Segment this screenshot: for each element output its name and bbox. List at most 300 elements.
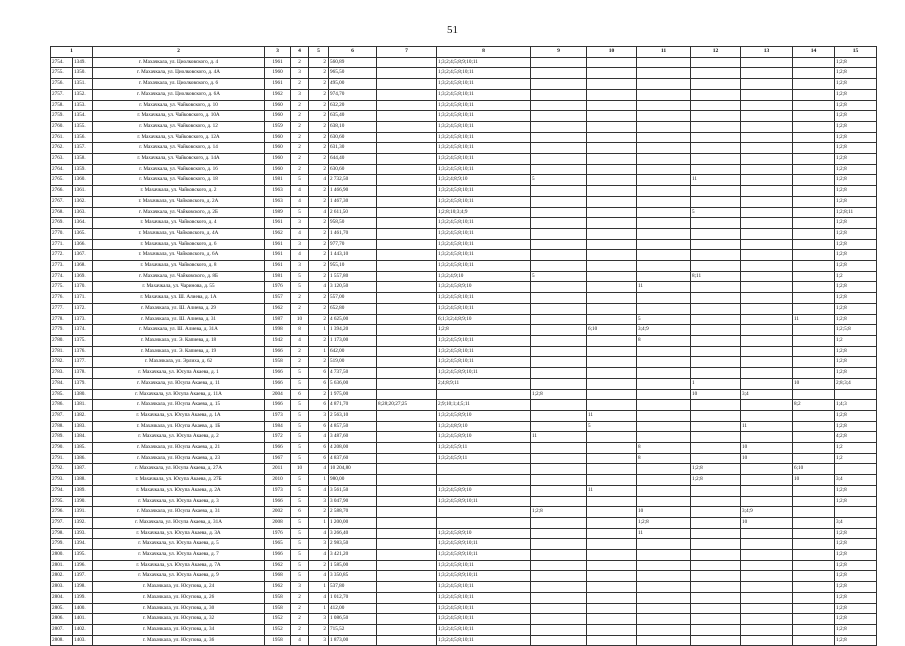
table-cell: г. Махачкала, ул. Ш. Алиева, д. 29 — [93, 303, 265, 314]
table-cell: 1;2;8 — [835, 218, 877, 229]
table-cell — [691, 261, 741, 272]
table-cell — [587, 464, 637, 475]
table-cell — [793, 368, 835, 379]
table-cell: 1365. — [73, 228, 93, 239]
table-cell — [691, 410, 741, 421]
table-row — [51, 293, 877, 304]
column-header-7: 7 — [377, 47, 437, 58]
table-cell: 1961 — [265, 250, 291, 261]
table-cell: 1370. — [73, 282, 93, 293]
table-cell: 5 — [291, 539, 309, 550]
table-cell: 1;3;2;4;5;8;10;11 — [437, 132, 531, 143]
table-row — [51, 121, 877, 132]
table-cell: 1;2;8 — [835, 357, 877, 368]
table-cell — [587, 261, 637, 272]
table-cell: 8 — [637, 335, 691, 346]
table-cell — [587, 68, 637, 79]
table-cell — [637, 143, 691, 154]
table-cell: 1 443,10 — [329, 250, 377, 261]
table-cell — [437, 507, 531, 518]
table-row — [51, 89, 877, 100]
table-cell: 2 — [309, 389, 329, 400]
table-cell: 1;2;8 — [835, 528, 877, 539]
table-cell: г. Махачкала, ул. Юсупа Акаева, д. 11А — [93, 389, 265, 400]
table-cell: 1;3;2;4;5;8;9;10;11 — [437, 539, 531, 550]
table-cell — [691, 453, 741, 464]
table-cell: 1;2;8 — [835, 346, 877, 357]
table-cell: 2771. — [51, 239, 73, 250]
table-cell: 1;3;2;4;5;8;10;11 — [437, 143, 531, 154]
table-cell: 1 — [309, 517, 329, 528]
table-cell: 4 625,00 — [329, 314, 377, 325]
table-cell: 1403. — [73, 635, 93, 646]
table-cell: 11 — [793, 314, 835, 325]
table-cell — [741, 400, 793, 411]
table-cell: 1;2 — [835, 335, 877, 346]
table-cell: 1;3;2;4;5;8;10;11 — [437, 121, 531, 132]
table-cell: 1;2;5;8 — [835, 325, 877, 336]
table-cell: 1;3;2;4;5;9;10;11 — [437, 335, 531, 346]
table-cell — [531, 475, 587, 486]
table-cell — [587, 89, 637, 100]
table-cell — [793, 603, 835, 614]
table-cell — [741, 560, 793, 571]
table-cell: 5 — [291, 560, 309, 571]
table-cell: 2 — [309, 89, 329, 100]
table-cell: 1393. — [73, 528, 93, 539]
table-cell: 1357. — [73, 143, 93, 154]
table-cell: 1;2;8 — [835, 368, 877, 379]
table-row — [51, 335, 877, 346]
table-cell — [377, 378, 437, 389]
table-cell — [531, 196, 587, 207]
table-cell: 1 975,00 — [329, 389, 377, 400]
table-cell: 10 — [741, 517, 793, 528]
table-cell — [691, 539, 741, 550]
table-cell: г. Махачкала, ул. Юсупа Акаева, д. 7А — [93, 560, 265, 571]
table-cell — [793, 303, 835, 314]
table-cell: 2 — [309, 507, 329, 518]
table-cell — [377, 410, 437, 421]
table-cell — [793, 175, 835, 186]
table-cell: 1960 — [265, 164, 291, 175]
table-cell: 1998 — [265, 325, 291, 336]
table-cell: г. Махачкала, ул. Юсупа Акаева, д. 7 — [93, 550, 265, 561]
column-header-8: 8 — [437, 47, 531, 58]
table-cell: 5 — [291, 550, 309, 561]
table-cell: 1359. — [73, 164, 93, 175]
table-row — [51, 624, 877, 635]
table-cell — [793, 485, 835, 496]
table-cell — [377, 271, 437, 282]
table-cell — [691, 432, 741, 443]
table-cell: 2 563,10 — [329, 410, 377, 421]
table-cell: 1;2;8 — [835, 89, 877, 100]
table-cell: 1;2;8 — [835, 560, 877, 571]
table-cell: 1367. — [73, 250, 93, 261]
table-cell: 495,00 — [329, 79, 377, 90]
table-row — [51, 186, 877, 197]
column-header-10: 10 — [587, 47, 637, 58]
table-cell: 11 — [587, 410, 637, 421]
table-cell — [531, 293, 587, 304]
table-cell — [377, 89, 437, 100]
table-cell: 2782. — [51, 357, 73, 368]
table-cell: 2 — [291, 111, 309, 122]
table-cell: г. Махачкала, ул. Юсупа Акаева, д. 31А — [93, 517, 265, 528]
table-cell: 4 — [291, 196, 309, 207]
table-cell — [377, 314, 437, 325]
table-cell: 10 — [741, 443, 793, 454]
table-cell — [741, 228, 793, 239]
table-cell: 1395. — [73, 550, 93, 561]
table-cell: 2775. — [51, 282, 73, 293]
table-cell: 965,50 — [329, 68, 377, 79]
table-cell — [691, 528, 741, 539]
table-cell — [587, 57, 637, 68]
table-cell — [531, 143, 587, 154]
table-cell — [637, 175, 691, 186]
table-row — [51, 517, 877, 528]
table-cell: 2776. — [51, 293, 73, 304]
table-row — [51, 389, 877, 400]
table-cell: г. Махачкала, ул. Юсупа Акаева, д. 9 — [93, 571, 265, 582]
table-cell: 2799. — [51, 539, 73, 550]
table-row — [51, 175, 877, 186]
table-row — [51, 485, 877, 496]
table-row — [51, 196, 877, 207]
table-cell: 10 — [793, 378, 835, 389]
table-cell: 1401. — [73, 614, 93, 625]
table-cell: 1;2;8 — [691, 464, 741, 475]
table-cell: 1;3;2;4;5;8;10;11 — [437, 582, 531, 593]
table-cell: г. Махачкала, ул. Юсупа Акаева, д. 27Б — [93, 475, 265, 486]
table-cell: 1;2;8 — [835, 68, 877, 79]
table-cell — [691, 143, 741, 154]
table-cell: 2808. — [51, 635, 73, 646]
table-cell — [377, 346, 437, 357]
table-cell: г. Махачкала, ул. Э. Капиева, д. 18 — [93, 335, 265, 346]
table-cell — [691, 100, 741, 111]
table-cell: 1 557,80 — [329, 271, 377, 282]
table-cell: 1960 — [265, 100, 291, 111]
table-cell: 1952 — [265, 624, 291, 635]
table-cell: 5 — [291, 528, 309, 539]
table-cell: 1 — [309, 475, 329, 486]
table-cell — [793, 293, 835, 304]
table-cell — [741, 335, 793, 346]
table-cell: г. Махачкала, ул. Чайковского, д. 8 — [93, 261, 265, 272]
table-cell — [793, 89, 835, 100]
table-cell: 635,40 — [329, 111, 377, 122]
table-cell — [377, 528, 437, 539]
table-cell — [691, 592, 741, 603]
table-cell: 1;2;8 — [835, 603, 877, 614]
table-cell: 1;3;2;4;5;9;11 — [437, 453, 531, 464]
table-cell — [637, 303, 691, 314]
table-cell — [531, 453, 587, 464]
table-cell: 1;2;8 — [835, 410, 877, 421]
table-cell: 2796. — [51, 507, 73, 518]
table-cell: 11 — [531, 432, 587, 443]
table-cell — [835, 464, 877, 475]
table-cell: 1371. — [73, 293, 93, 304]
table-cell — [437, 389, 531, 400]
table-cell: 2785. — [51, 389, 73, 400]
table-cell: 1386. — [73, 453, 93, 464]
table-cell: г. Махачкала, ул. Циолковского, д. 6А — [93, 89, 265, 100]
table-cell: 2 732,50 — [329, 175, 377, 186]
table-cell: 1382. — [73, 410, 93, 421]
table-cell — [531, 132, 587, 143]
table-row — [51, 68, 877, 79]
table-cell: 1;3;2;4;5;8;9;10;11 — [437, 571, 531, 582]
table-cell: 2 983,50 — [329, 539, 377, 550]
table-cell: 1962 — [265, 560, 291, 571]
table-cell — [531, 164, 587, 175]
table-cell — [587, 571, 637, 582]
table-cell — [741, 282, 793, 293]
table-cell — [587, 79, 637, 90]
table-cell — [741, 432, 793, 443]
table-cell: 1;3;2;4;5;8;10;11 — [437, 624, 531, 635]
table-cell: 2 — [309, 335, 329, 346]
table-cell: 2767. — [51, 196, 73, 207]
table-row — [51, 421, 877, 432]
table-cell — [741, 539, 793, 550]
table-cell — [793, 582, 835, 593]
table-cell: 2781. — [51, 346, 73, 357]
table-cell — [587, 282, 637, 293]
table-cell: 5 — [691, 207, 741, 218]
table-cell: 2 — [309, 293, 329, 304]
table-cell — [531, 111, 587, 122]
table-cell: 1378. — [73, 368, 93, 379]
table-cell: 1989 — [265, 207, 291, 218]
table-cell: 1976 — [265, 282, 291, 293]
table-cell: 1 — [309, 603, 329, 614]
table-cell — [793, 443, 835, 454]
table-cell — [377, 250, 437, 261]
table-cell: 2758. — [51, 100, 73, 111]
table-cell: 2795. — [51, 496, 73, 507]
table-cell — [531, 357, 587, 368]
table-cell: 5 — [291, 368, 309, 379]
table-cell: 1;3;2;4;5;8;10;11 — [437, 164, 531, 175]
table-cell: 1966 — [265, 346, 291, 357]
table-cell: г. Махачкала, ул. Юсупа Акаева, д. 2А — [93, 485, 265, 496]
table-cell — [637, 635, 691, 646]
table-cell — [531, 100, 587, 111]
table-cell: 1 012,70 — [329, 592, 377, 603]
table-cell: 2802. — [51, 571, 73, 582]
table-cell: 1;2;8 — [835, 421, 877, 432]
table-cell: 8 — [637, 443, 691, 454]
table-cell: 3 — [291, 582, 309, 593]
table-cell: г. Махачкала, ул. Чаринова, д. 55 — [93, 282, 265, 293]
table-row — [51, 443, 877, 454]
table-cell: 1;2;8 — [835, 293, 877, 304]
table-cell: 1;2;8 — [835, 154, 877, 165]
table-cell: 5 — [291, 400, 309, 411]
table-cell — [377, 560, 437, 571]
table-cell: 2 — [309, 250, 329, 261]
table-row — [51, 453, 877, 464]
table-cell — [741, 368, 793, 379]
table-cell — [691, 603, 741, 614]
table-cell: 2 — [309, 228, 329, 239]
table-cell: 2 — [309, 314, 329, 325]
table-cell: 2797. — [51, 517, 73, 528]
table-cell: 1391. — [73, 507, 93, 518]
table-cell — [531, 57, 587, 68]
table-cell — [691, 196, 741, 207]
table-cell — [377, 111, 437, 122]
table-cell: 1375. — [73, 335, 93, 346]
table-cell — [377, 539, 437, 550]
table-cell — [637, 485, 691, 496]
table-cell: 2 — [309, 57, 329, 68]
table-cell — [741, 571, 793, 582]
table-cell: 5 — [291, 571, 309, 582]
table-cell — [377, 293, 437, 304]
table-row — [51, 475, 877, 486]
table-cell: 1396. — [73, 560, 93, 571]
table-cell: 3 — [291, 89, 309, 100]
table-cell — [637, 154, 691, 165]
table-cell — [691, 346, 741, 357]
table-cell: 11 — [741, 421, 793, 432]
table-cell — [587, 271, 637, 282]
table-cell — [637, 378, 691, 389]
table-row — [51, 218, 877, 229]
table-cell — [637, 228, 691, 239]
table-cell — [691, 400, 741, 411]
table-cell: 2805. — [51, 603, 73, 614]
table-cell: 1;3;2;4;5;8;9;10 — [437, 282, 531, 293]
table-cell: 1;4;3 — [835, 400, 877, 411]
table-cell — [741, 357, 793, 368]
table-cell: г. Махачкала, ул. Юсупова, д. 30 — [93, 603, 265, 614]
table-cell: 2;4;8;9;11 — [437, 378, 531, 389]
table-cell — [531, 464, 587, 475]
table-cell — [377, 154, 437, 165]
table-cell: 2784. — [51, 378, 73, 389]
table-cell: 2 — [309, 154, 329, 165]
table-cell: 1966 — [265, 496, 291, 507]
table-cell — [637, 196, 691, 207]
table-cell — [741, 132, 793, 143]
table-cell — [377, 389, 437, 400]
table-cell: 4;2;8 — [835, 432, 877, 443]
table-cell: 4 — [291, 228, 309, 239]
table-cell: 5 — [291, 378, 309, 389]
table-cell: г. Махачкала, ул. Чайковского, д. 12 — [93, 121, 265, 132]
table-cell — [793, 550, 835, 561]
table-cell — [793, 100, 835, 111]
table-cell: 2794. — [51, 485, 73, 496]
table-cell: 1;3;2;4;5;8;10;11 — [437, 592, 531, 603]
table-cell: 1;2;8 — [835, 582, 877, 593]
table-cell: 4 — [309, 592, 329, 603]
table-cell — [691, 111, 741, 122]
table-cell: г. Махачкала, ул. Чайковского, д. 6 — [93, 239, 265, 250]
table-cell: 1349. — [73, 57, 93, 68]
table-cell — [377, 175, 437, 186]
table-cell: 5 — [291, 517, 309, 528]
table-cell — [377, 496, 437, 507]
table-cell: 4 — [309, 282, 329, 293]
table-cell — [531, 560, 587, 571]
table-cell — [377, 325, 437, 336]
table-cell — [793, 624, 835, 635]
table-cell: 955,10 — [329, 261, 377, 272]
table-cell — [741, 175, 793, 186]
table-cell — [741, 154, 793, 165]
table-cell: 2800. — [51, 550, 73, 561]
table-cell — [587, 624, 637, 635]
table-cell: 2793. — [51, 475, 73, 486]
table-cell: 1976 — [265, 528, 291, 539]
table-cell: г. Махачкала, ул. Чайковского, д. 2А — [93, 196, 265, 207]
table-cell — [793, 186, 835, 197]
table-cell: г. Махачкала, ул. Чайковского, д. 6А — [93, 250, 265, 261]
table-cell — [437, 517, 531, 528]
table-cell: 958,50 — [329, 218, 377, 229]
table-cell: 1972 — [265, 432, 291, 443]
table-cell: 1;3;2;4;8;9;10 — [437, 421, 531, 432]
table-cell: 1 466,90 — [329, 186, 377, 197]
table-cell: 1;3;2;4;5;8;9;10 — [437, 432, 531, 443]
table-row — [51, 239, 877, 250]
table-cell: 1966 — [265, 443, 291, 454]
table-cell: г. Махачкала, ул. Юсупова, д. 24 — [93, 582, 265, 593]
table-cell — [531, 314, 587, 325]
table-cell: 632,20 — [329, 100, 377, 111]
table-cell: 2754. — [51, 57, 73, 68]
table-row — [51, 410, 877, 421]
table-row — [51, 539, 877, 550]
table-row — [51, 592, 877, 603]
table-cell — [531, 582, 587, 593]
table-cell — [637, 560, 691, 571]
table-cell: 1;2 — [835, 271, 877, 282]
table-cell — [587, 228, 637, 239]
table-cell: 2790. — [51, 443, 73, 454]
table-cell — [377, 464, 437, 475]
table-cell: 1;3;2;4;9;10 — [437, 271, 531, 282]
table-cell: 1;2;8 — [835, 121, 877, 132]
table-cell — [531, 346, 587, 357]
table-cell — [377, 196, 437, 207]
table-cell: г. Махачкала, ул. Ш. Алиева, д. 1А — [93, 293, 265, 304]
table-cell — [741, 57, 793, 68]
table-cell — [377, 68, 437, 79]
table-cell: г. Махачкала, ул. Юсупа Акаева, д. 15 — [93, 400, 265, 411]
table-cell — [793, 271, 835, 282]
table-cell: 1;2;8 — [835, 100, 877, 111]
table-cell — [793, 614, 835, 625]
housing-register-table — [50, 46, 877, 646]
table-cell: 1958 — [265, 357, 291, 368]
table-cell — [377, 592, 437, 603]
table-cell — [793, 239, 835, 250]
table-cell — [531, 410, 587, 421]
table-cell: 2 — [309, 121, 329, 132]
table-cell: 1;2;8 — [835, 314, 877, 325]
table-cell — [741, 89, 793, 100]
table-cell: 1;3;2;4;5;8;10;11 — [437, 239, 531, 250]
